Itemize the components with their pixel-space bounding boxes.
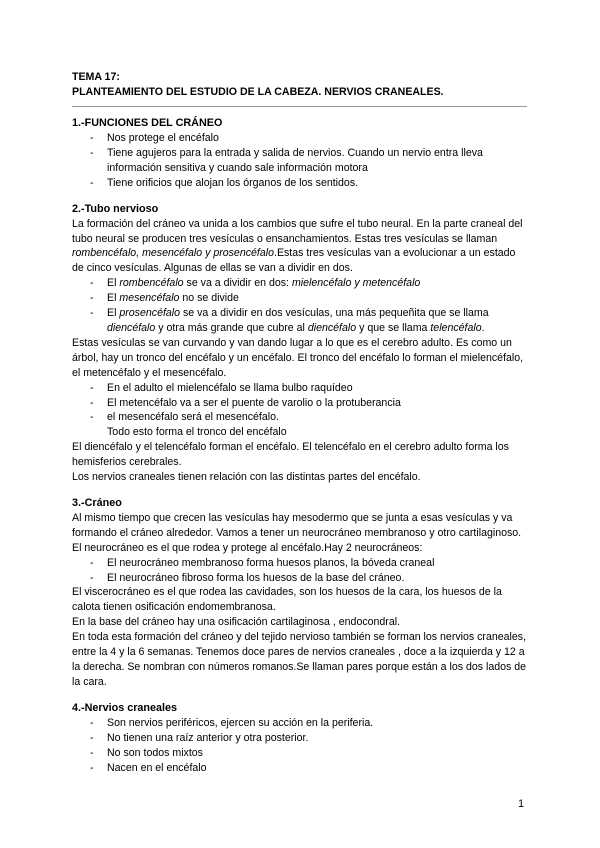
- section-heading: 2.-Tubo nervioso: [72, 202, 159, 215]
- paragraph: Al mismo tiempo que crecen las vesículas hay mesodermo que se junta a esas vesículas y va formando el cráneo alrededor. Vamos a tener un neurocráneo membranoso y otro cartilaginoso. El neurocráneo es el que rodea y protege al encéfalo.Hay 2 neurocráneos:: [72, 511, 522, 554]
- paragraph: La formación del cráneo va unida a los cambios que sufre el tubo neural. En la parte craneal del tubo neural se producen tres vesículas o ensanchamientos. Estas tres vesículas se llaman rombencéfalo, mesencéfalo y prosencéfalo.Estas tres vesículas van a evolucionar a un estado de cinco vesículas. Algunas de ellas se van a dividir en dos.: [72, 217, 523, 275]
- document-title: PLANTEAMIENTO DEL ESTUDIO DE LA CABEZA. NERVIOS CRANEALES.: [72, 86, 444, 98]
- list-item: - Son nervios periféricos, ejercen su acción en la periferia.: [72, 716, 527, 731]
- list-item: - El metencéfalo va a ser el puente de varolio o la protuberancia: [72, 396, 527, 411]
- list-item: - el mesencéfalo será el mesencéfalo.: [72, 410, 527, 425]
- document-page: [72, 70, 527, 775]
- bullet-list: [72, 716, 527, 776]
- paragraph: El diencéfalo y el telencéfalo forman el encéfalo. El telencéfalo en el cerebro adulto forma los hemisferios cerebrales.: [72, 441, 509, 469]
- list-item: - El neurocráneo membranoso forma huesos planos, la bóveda craneal: [72, 556, 527, 571]
- section-tubo-nervioso: [72, 202, 527, 485]
- bullet-list: [72, 381, 527, 426]
- indented-note: Todo esto forma el tronco del encéfalo: [107, 426, 287, 439]
- list-item: - El rombencéfalo se va a dividir en dos: mielencéfalo y metencéfalo: [72, 276, 527, 291]
- paragraph: En la base del cráneo hay una osificación cartilaginosa , endocondral.: [72, 616, 401, 629]
- list-item: - En el adulto el mielencéfalo se llama bulbo raquídeo: [72, 381, 527, 396]
- page-number: 1: [518, 798, 524, 810]
- section-nervios-craneales: [72, 701, 527, 776]
- title-divider: [72, 106, 527, 107]
- list-item: - Tiene orificios que alojan los órganos de los sentidos.: [72, 176, 527, 191]
- list-item: - Tiene agujeros para la entrada y salida de nervios. Cuando un nervio entra lleva información sensitiva y cuando sale información motora: [72, 146, 527, 176]
- list-item: - Nos protege el encéfalo: [72, 131, 527, 146]
- list-item: - No tienen una raíz anterior y otra posterior.: [72, 731, 527, 746]
- section-craneo: [72, 496, 527, 690]
- bullet-list: [72, 276, 527, 336]
- list-item: - El neurocráneo fibroso forma los huesos de la base del cráneo.: [72, 571, 527, 586]
- paragraph: El viscerocráneo es el que rodea las cavidades, son los huesos de la cara, los huesos de la calota tienen osificación endomembranosa.: [72, 586, 502, 614]
- list-item: - El mesencéfalo no se divide: [72, 291, 527, 306]
- paragraph: Los nervios craneales tienen relación con las distintas partes del encéfalo.: [72, 471, 421, 484]
- topic-label: TEMA 17:: [72, 71, 120, 83]
- section-funciones: [72, 116, 527, 191]
- bullet-list: [72, 131, 527, 191]
- list-item: - Nacen en el encéfalo: [72, 761, 527, 776]
- section-heading: 3.-Cráneo: [72, 496, 122, 509]
- paragraph: Estas vesículas se van curvando y van dando lugar a lo que es el cerebro adulto. Es como un árbol, hay un tronco del encéfalo y un encéfalo. El tronco del encéfalo lo forman el mielencéfalo, el metencéfalo y el mesencéfalo.: [72, 336, 524, 379]
- paragraph: En toda esta formación del cráneo y del tejido nervioso también se forman los nervios craneales, entre la 4 y la 6 semanas. Tenemos doce pares de nervios craneales , doce a la izquierda y 12 a la derecha. Se nombran con números romanos.Se llaman pares porque están a los dos lados de la cara.: [72, 631, 527, 688]
- bullet-list: [72, 556, 527, 586]
- section-heading: 1.-FUNCIONES DEL CRÁNEO: [72, 117, 223, 129]
- list-item: - No son todos mixtos: [72, 746, 527, 761]
- list-item: - El prosencéfalo se va a dividir en dos vesículas, una más pequeñita que se llama diencéfalo y otra más grande que cubre al diencéfalo y que se llama telencéfalo.: [72, 306, 527, 336]
- section-heading: 4.-Nervios craneales: [72, 701, 178, 714]
